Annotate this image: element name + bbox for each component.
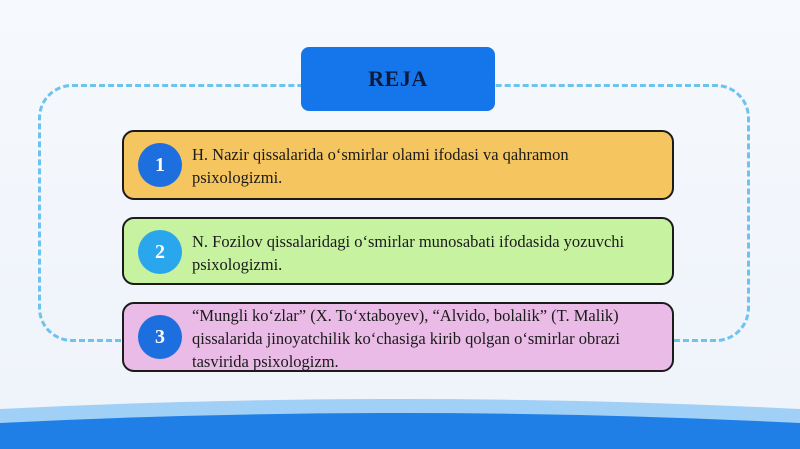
plan-item-1 <box>122 130 674 200</box>
number-badge-3-label: 3 <box>155 325 165 348</box>
slide-title: REJA <box>368 66 428 91</box>
number-badge-3 <box>138 315 182 359</box>
plan-item-3-text: “Mungli ko‘zlar” (X. To‘xtaboyev), “Alvido, bolalik” (T. Malik) qissalarida jinoyatchilik ko‘chasiga kirib qolgan o‘smirlar obrazi tasvirida psixologizm. <box>192 306 620 371</box>
bottom-wave-decoration <box>0 389 800 449</box>
title-box <box>301 47 495 111</box>
number-badge-2 <box>138 230 182 274</box>
plan-item-2 <box>122 217 674 285</box>
number-badge-2-label: 2 <box>155 240 165 263</box>
number-badge-1 <box>138 143 182 187</box>
plan-item-3 <box>122 302 674 372</box>
plan-item-2-text: N. Fozilov qissalaridagi o‘smirlar munosabati ifodasida yozuvchi psixologizmi. <box>192 232 625 274</box>
number-badge-1-label: 1 <box>155 153 165 176</box>
plan-item-1-text: H. Nazir qissalarida o‘smirlar olami ifodasi va qahramon psixologizmi. <box>192 145 569 187</box>
